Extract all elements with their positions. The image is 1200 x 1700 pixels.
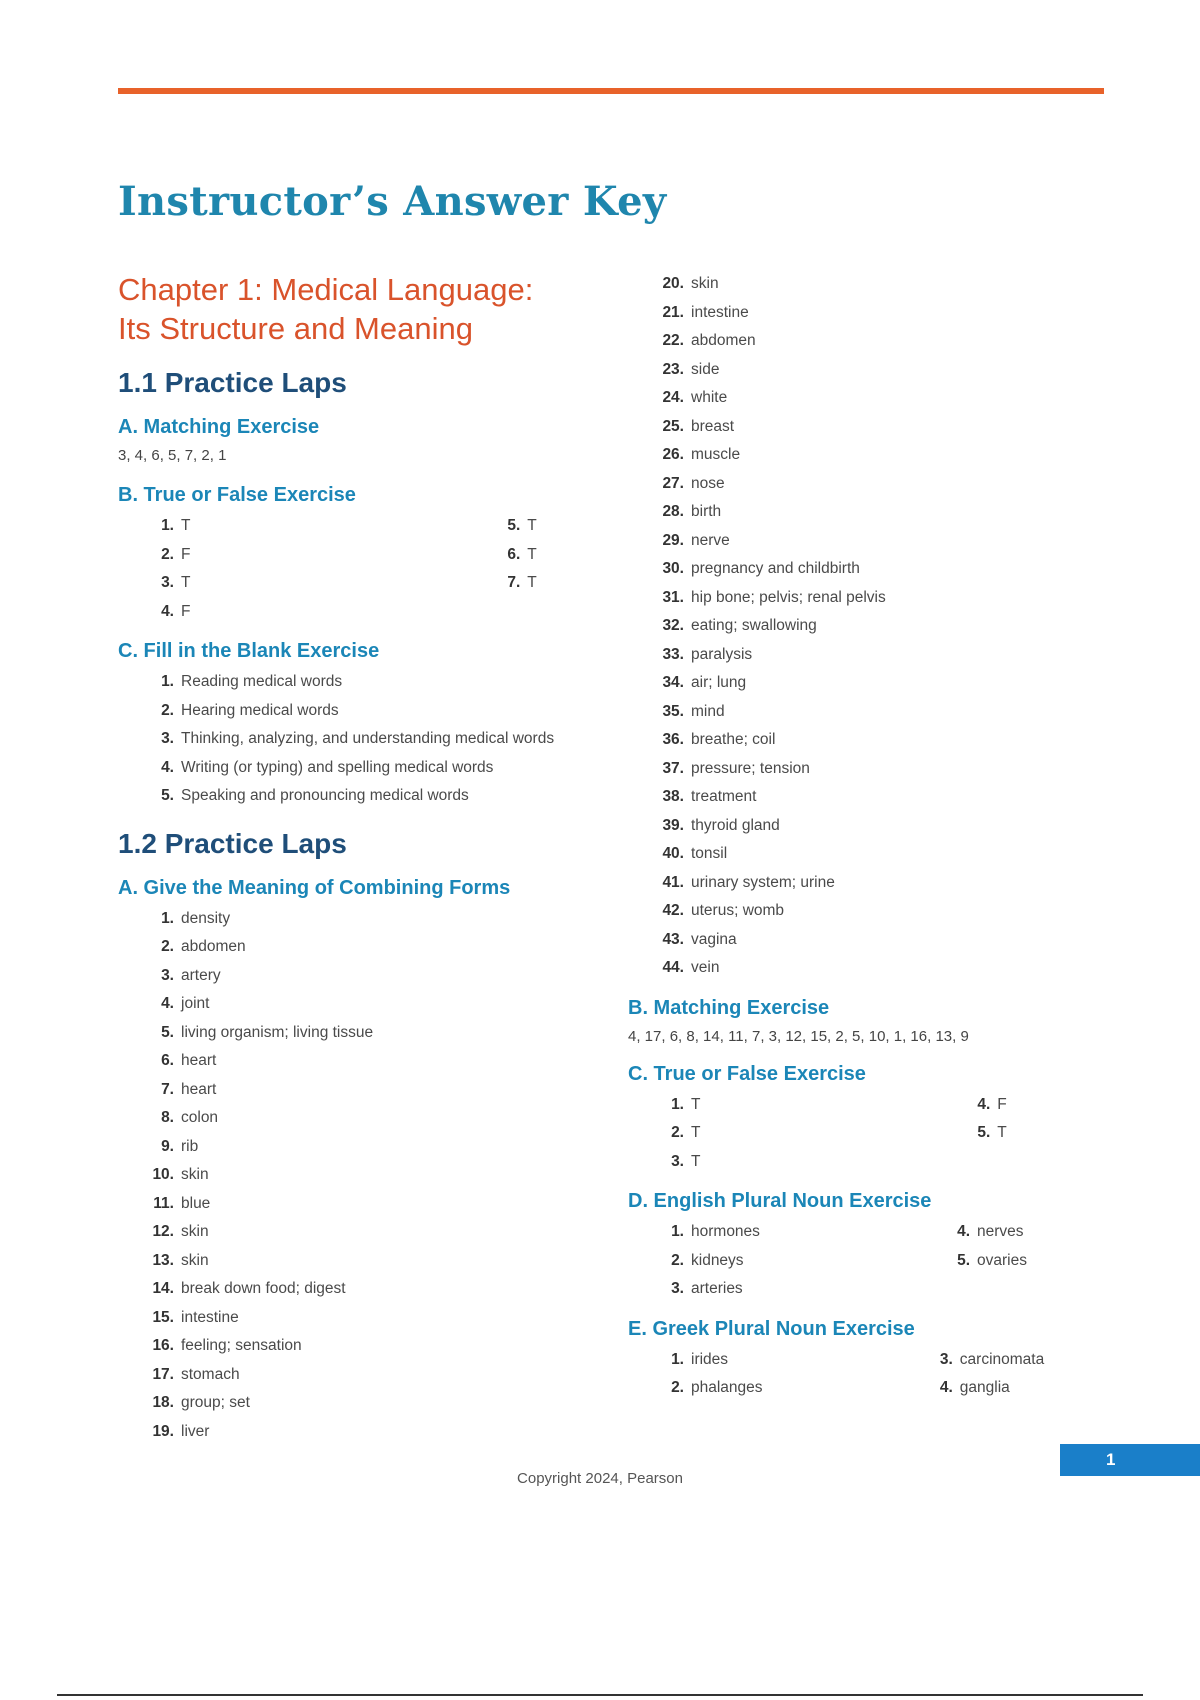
list-item: 14. break down food; digest [152, 1280, 346, 1297]
combining-forms-answers-part1 [118, 905, 638, 1447]
list-item: 5. Speaking and pronouncing medical words [161, 787, 469, 804]
list-item: 41. urinary system; urine [662, 873, 835, 891]
list-item: 22. abdomen [662, 332, 756, 349]
list-item: 29. nerve [662, 531, 730, 549]
list-item: 1. density [161, 909, 231, 927]
list-item: 13. skin [152, 1251, 209, 1269]
list-item: 2. phalanges [671, 1379, 763, 1396]
list-item: 3. artery [161, 966, 221, 984]
list-item: 3. Thinking, analyzing, and understanding medical words [161, 730, 555, 747]
subsection-title-combining-forms: A. Give the Meaning of Combining Forms [118, 876, 511, 899]
list-item: 24. white [662, 389, 728, 406]
true-false-answers-2 [628, 1091, 1068, 1177]
subsection-title-matching: A. Matching Exercise [118, 416, 320, 438]
chapter-title-line2: Its Structure and Meaning [118, 311, 473, 346]
list-item: 4. Writing (or typing) and spelling medical words [161, 758, 494, 776]
right-column [628, 270, 1068, 1403]
list-item: 3. T [161, 574, 191, 591]
section-title-1-1: 1.1 Practice Laps [118, 367, 347, 398]
list-item: 26. muscle [662, 446, 741, 463]
list-item: 2. F [161, 545, 191, 563]
list-item: 3. T [671, 1152, 701, 1170]
list-item: 4. nerves [957, 1223, 1024, 1240]
list-item: 5. ovaries [957, 1251, 1027, 1269]
copyright-footer: Copyright 2024, Pearson [517, 1470, 683, 1487]
list-item: 17. stomach [152, 1365, 240, 1383]
left-column [118, 270, 638, 1446]
list-item: 4. F [161, 602, 191, 620]
list-item: 9. rib [161, 1137, 199, 1155]
list-item: 16. feeling; sensation [152, 1337, 302, 1354]
list-item: 5. T [977, 1124, 1007, 1141]
list-item: 5. living organism; living tissue [161, 1023, 374, 1041]
list-item: 42. uterus; womb [662, 902, 785, 919]
top-rule [118, 88, 1104, 94]
list-item: 5. T [507, 517, 537, 534]
list-item: 43. vagina [662, 930, 737, 948]
list-item: 12. skin [152, 1223, 209, 1240]
matching-answer: 3, 4, 6, 5, 7, 2, 1 [118, 447, 227, 464]
fill-blank-answers [118, 668, 638, 811]
list-item: 1. irides [671, 1350, 729, 1368]
list-item: 32. eating; swallowing [662, 617, 817, 634]
subsection-title-fill-blank: C. Fill in the Blank Exercise [118, 640, 380, 662]
list-item: 31. hip bone; pelvis; renal pelvis [662, 588, 886, 606]
greek-plural-answers [628, 1346, 1068, 1403]
list-item: 37. pressure; tension [662, 759, 810, 777]
list-item: 33. paralysis [662, 645, 753, 663]
list-item: 18. group; set [152, 1394, 250, 1411]
true-false-answers [118, 512, 638, 626]
list-item: 35. mind [662, 702, 725, 720]
list-item: 27. nose [662, 474, 725, 492]
subsection-title-matching-2: B. Matching Exercise [628, 996, 830, 1019]
list-item: 23. side [662, 360, 720, 378]
list-item: 1. Reading medical words [161, 673, 343, 690]
list-item: 1. T [671, 1095, 701, 1113]
english-plural-answers [628, 1218, 1068, 1304]
subsection-title-greek-plural: E. Greek Plural Noun Exercise [628, 1317, 915, 1340]
list-item: 4. ganglia [939, 1379, 1010, 1396]
list-item: 7. T [507, 574, 537, 591]
list-item: 28. birth [662, 503, 722, 520]
list-item: 1. hormones [671, 1223, 760, 1240]
list-item: 19. liver [152, 1422, 210, 1440]
list-item: 34. air; lung [662, 674, 747, 691]
list-item: 10. skin [152, 1166, 209, 1183]
list-item: 11. blue [153, 1194, 211, 1212]
list-item: 1. T [161, 517, 191, 534]
list-item: 39. thyroid gland [662, 816, 780, 834]
list-item: 3. arteries [671, 1280, 743, 1297]
combining-forms-answers-part2 [628, 270, 1068, 983]
list-item: 20. skin [662, 275, 719, 292]
list-item: 6. T [507, 545, 537, 563]
list-item: 40. tonsil [662, 845, 728, 862]
matching-answer-2: 4, 17, 6, 8, 14, 11, 7, 3, 12, 15, 2, 5, 10, 1, 16, 13, 9 [628, 1027, 969, 1045]
list-item: 30. pregnancy and childbirth [662, 560, 860, 577]
list-item: 25. breast [662, 417, 735, 435]
chapter-title-line1: Chapter 1: Medical Language: [118, 272, 534, 307]
list-item: 6. heart [161, 1052, 217, 1069]
list-item: 36. breathe; coil [662, 731, 776, 748]
subsection-title-english-plural: D. English Plural Noun Exercise [628, 1190, 932, 1212]
list-item: 15. intestine [152, 1308, 239, 1326]
subsection-title-true-false-2: C. True or False Exercise [628, 1062, 866, 1085]
chapter-title [118, 270, 638, 348]
list-item: 4. joint [161, 995, 210, 1012]
list-item: 2. abdomen [161, 938, 246, 955]
page-number-badge: 1 [1060, 1444, 1200, 1476]
list-item: 2. Hearing medical words [161, 701, 339, 719]
list-item: 3. carcinomata [939, 1350, 1045, 1368]
subsection-title-true-false: B. True or False Exercise [118, 484, 356, 506]
list-item: 21. intestine [662, 303, 749, 321]
list-item: 8. colon [161, 1109, 219, 1126]
list-item: 4. F [977, 1095, 1007, 1113]
section-title-1-2: 1.2 Practice Laps [118, 827, 347, 859]
list-item: 44. vein [662, 959, 720, 976]
bottom-rule [57, 1694, 1143, 1696]
list-item: 38. treatment [662, 788, 757, 805]
page-title: Instructor’s Answer Key [118, 178, 667, 225]
list-item: 7. heart [161, 1080, 217, 1098]
list-item: 2. T [671, 1124, 701, 1141]
list-item: 2. kidneys [671, 1251, 744, 1269]
